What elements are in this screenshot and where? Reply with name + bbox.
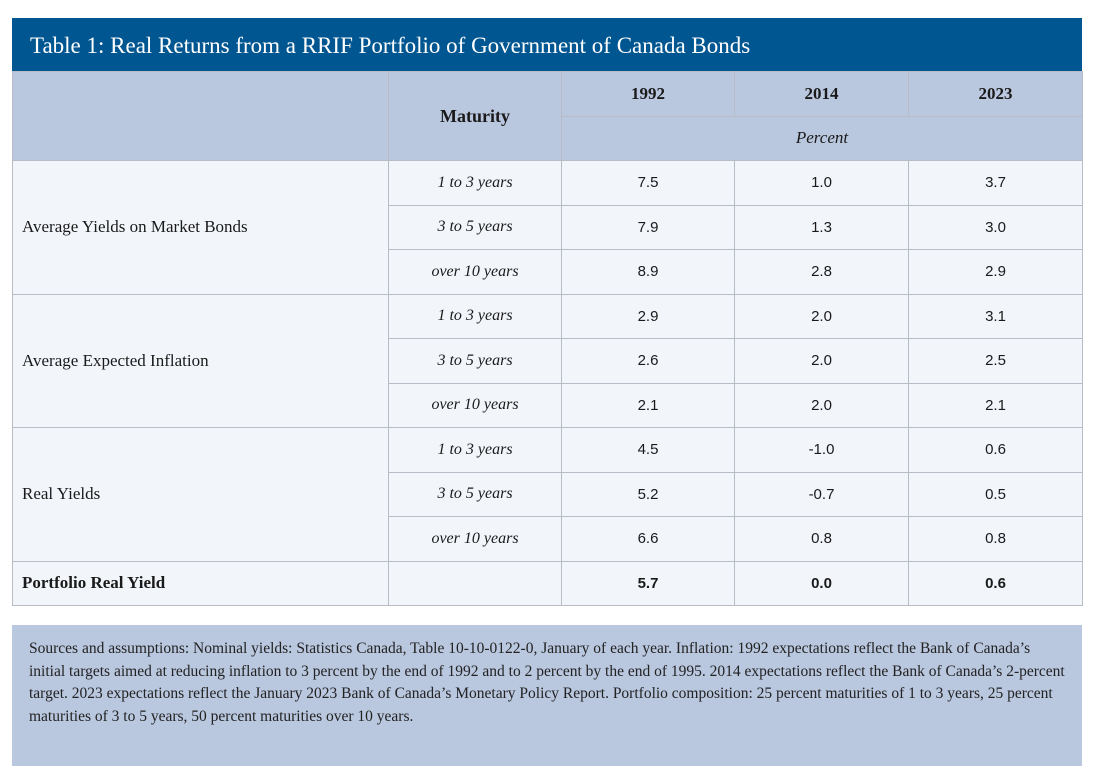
value-cell: 2.9 bbox=[562, 294, 735, 339]
value-cell: 0.6 bbox=[909, 428, 1083, 473]
table-figure bbox=[12, 18, 1082, 766]
maturity-cell: 3 to 5 years bbox=[389, 205, 562, 250]
value-cell: 3.1 bbox=[909, 294, 1083, 339]
portfolio-value-2023: 0.6 bbox=[909, 561, 1083, 606]
returns-table bbox=[12, 71, 1083, 606]
value-cell: 2.9 bbox=[909, 250, 1083, 295]
year-header-2023: 2023 bbox=[909, 72, 1083, 117]
unit-header: Percent bbox=[562, 116, 1083, 161]
maturity-cell: 1 to 3 years bbox=[389, 294, 562, 339]
group-label-expected-inflation: Average Expected Inflation bbox=[13, 294, 389, 428]
maturity-cell: 3 to 5 years bbox=[389, 339, 562, 384]
group-label-market-bonds: Average Yields on Market Bonds bbox=[13, 161, 389, 295]
value-cell: 0.5 bbox=[909, 472, 1083, 517]
value-cell: 5.2 bbox=[562, 472, 735, 517]
maturity-header: Maturity bbox=[389, 72, 562, 161]
maturity-cell: 1 to 3 years bbox=[389, 428, 562, 473]
table-title: Table 1: Real Returns from a RRIF Portfolio of Government of Canada Bonds bbox=[12, 18, 1082, 71]
value-cell: 2.1 bbox=[909, 383, 1083, 428]
portfolio-maturity-cell bbox=[389, 561, 562, 606]
maturity-cell: over 10 years bbox=[389, 517, 562, 562]
maturity-cell: 1 to 3 years bbox=[389, 161, 562, 206]
value-cell: 0.8 bbox=[735, 517, 909, 562]
value-cell: 3.0 bbox=[909, 205, 1083, 250]
value-cell: 3.7 bbox=[909, 161, 1083, 206]
value-cell: 4.5 bbox=[562, 428, 735, 473]
portfolio-value-2014: 0.0 bbox=[735, 561, 909, 606]
maturity-cell: 3 to 5 years bbox=[389, 472, 562, 517]
group-label-real-yields: Real Yields bbox=[13, 428, 389, 562]
value-cell: 8.9 bbox=[562, 250, 735, 295]
value-cell: -0.7 bbox=[735, 472, 909, 517]
value-cell: 2.6 bbox=[562, 339, 735, 384]
year-header-1992: 1992 bbox=[562, 72, 735, 117]
value-cell: 1.0 bbox=[735, 161, 909, 206]
value-cell: 2.1 bbox=[562, 383, 735, 428]
header-row-years bbox=[13, 72, 1083, 117]
value-cell: 0.8 bbox=[909, 517, 1083, 562]
value-cell: 2.0 bbox=[735, 294, 909, 339]
value-cell: 6.6 bbox=[562, 517, 735, 562]
maturity-cell: over 10 years bbox=[389, 383, 562, 428]
value-cell: 2.0 bbox=[735, 339, 909, 384]
value-cell: 2.0 bbox=[735, 383, 909, 428]
portfolio-row bbox=[13, 561, 1083, 606]
table-row bbox=[13, 428, 1083, 473]
value-cell: -1.0 bbox=[735, 428, 909, 473]
value-cell: 2.5 bbox=[909, 339, 1083, 384]
value-cell: 1.3 bbox=[735, 205, 909, 250]
maturity-cell: over 10 years bbox=[389, 250, 562, 295]
sources-notes: Sources and assumptions: Nominal yields: Statistics Canada, Table 10-10-0122-0, January of each year. Inflation: 1992 expectations reflect the Bank of Canada’s initial targets aimed at reducing inflation to 3 percent by the end of 1992 and to 2 percent by the end of 1995. 2014 expectations reflect the Bank of Canada’s 2-percent target. 2023 expectations reflect the January 2023 Bank of Canada’s Monetary Policy Report. Portfolio composition: 25 percent maturities of 1 to 3 years, 25 percent maturities of 3 to 5 years, 50 percent maturities over 10 years. bbox=[12, 625, 1082, 766]
value-cell: 2.8 bbox=[735, 250, 909, 295]
year-header-2014: 2014 bbox=[735, 72, 909, 117]
value-cell: 7.5 bbox=[562, 161, 735, 206]
table-row bbox=[13, 161, 1083, 206]
table-row bbox=[13, 294, 1083, 339]
header-corner-cell bbox=[13, 72, 389, 161]
portfolio-label: Portfolio Real Yield bbox=[13, 561, 389, 606]
portfolio-value-1992: 5.7 bbox=[562, 561, 735, 606]
value-cell: 7.9 bbox=[562, 205, 735, 250]
